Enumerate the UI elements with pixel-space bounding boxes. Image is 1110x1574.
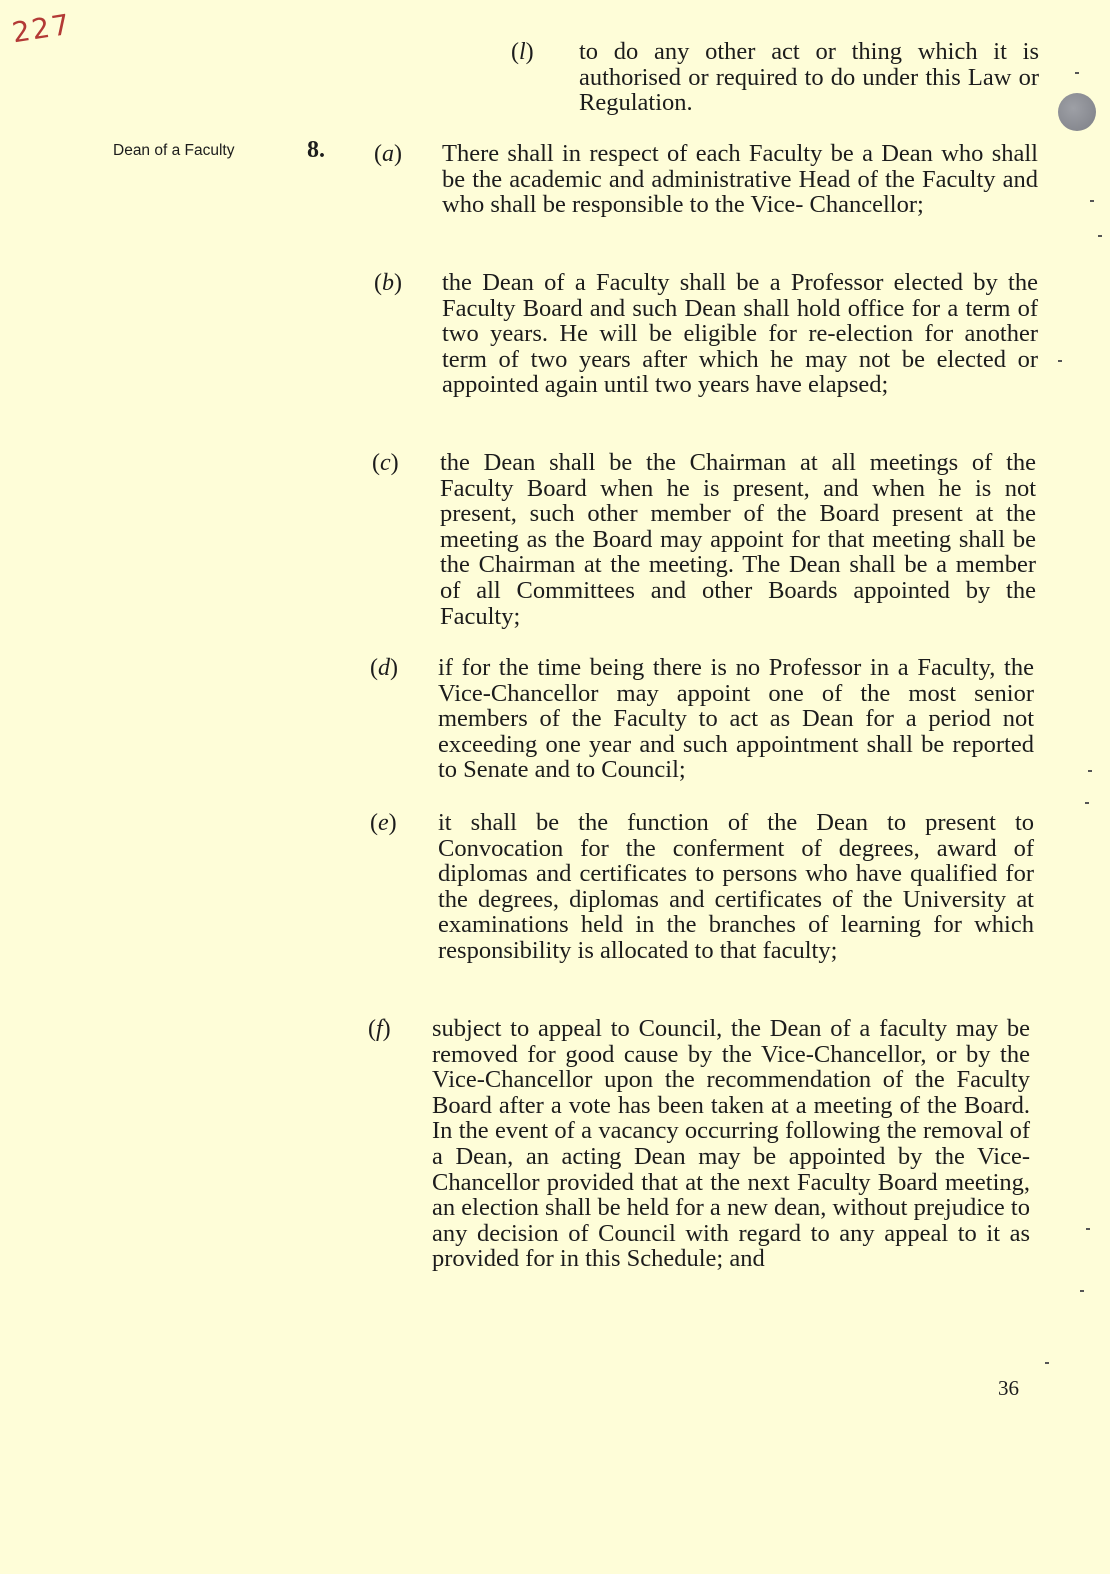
- scan-mark: [1098, 235, 1102, 237]
- clause-label: (l): [511, 39, 534, 65]
- clause-label: (f): [368, 1016, 391, 1042]
- scan-mark: [1075, 72, 1079, 74]
- punch-hole: [1058, 93, 1096, 131]
- clause-text: the Dean of a Faculty shall be a Professor elected by the Faculty Board and such Dean shall hold office for a term of two years. He will be eligible for re-election for another term of two years after which he may not be elected or appointed again until two years have elapsed;: [442, 269, 1038, 399]
- scan-mark: [1088, 770, 1092, 772]
- clause-label: (b): [374, 270, 402, 296]
- clause-label: (c): [372, 450, 399, 476]
- clause-text: it shall be the function of the Dean to present to Convocation for the conferment of degrees, award of diplomas and certificates to persons who have qualified for the degrees, diplomas and certificates of the University at examinations held in the branches of learning for which responsibility is allocated to that faculty;: [438, 809, 1034, 964]
- clause-text: subject to appeal to Council, the Dean of a faculty may be removed for good cause by the Vice-Chancellor, or by the Vice-Chancellor upon the recommendation of the Faculty Board after a vote has been taken at a meeting of the Board. In the event of a vacancy occurring following the removal of a Dean, an acting Dean may be appointed by the Vice-Chancellor provided that at the next Faculty Board meeting, an election shall be held for a new dean, without prejudice to any decision of Council with regard to any appeal to it as provided for in this Schedule; and: [432, 1015, 1030, 1273]
- scan-mark: [1058, 360, 1062, 362]
- handwritten-page-number: 227: [9, 7, 74, 50]
- scan-mark: [1080, 1290, 1084, 1292]
- scan-mark: [1090, 200, 1094, 202]
- clause-text: the Dean shall be the Chairman at all meetings of the Faculty Board when he is present, and when he is not present, such other member of the Board present at the meeting as the Board may appoint for that meeting shall be the Chairman at the meeting. The Dean shall be a member of all Committees and other Boards appointed by the Faculty;: [440, 449, 1036, 630]
- scan-mark: [1045, 1362, 1049, 1364]
- scan-mark: [1085, 802, 1089, 804]
- clause-label: (a): [374, 141, 402, 167]
- page-number: 36: [998, 1376, 1019, 1400]
- section-number: 8.: [307, 137, 325, 163]
- clause-label: (e): [370, 810, 397, 836]
- clause-label: (d): [370, 655, 398, 681]
- clause-text: to do any other act or thing which it is authorised or required to do under this Law or Regulation.: [579, 38, 1039, 117]
- clause-text: There shall in respect of each Faculty be a Dean who shall be the academic and administrative Head of the Faculty and who shall be responsible to the Vice- Chancellor;: [442, 140, 1038, 219]
- margin-note: Dean of a Faculty: [113, 142, 235, 159]
- scan-mark: [1086, 1228, 1090, 1230]
- clause-text: if for the time being there is no Professor in a Faculty, the Vice-Chancellor may appoint one of the most senior members of the Faculty to act as Dean for a period not exceeding one year and such appointment shall be reported to Senate and to Council;: [438, 654, 1034, 784]
